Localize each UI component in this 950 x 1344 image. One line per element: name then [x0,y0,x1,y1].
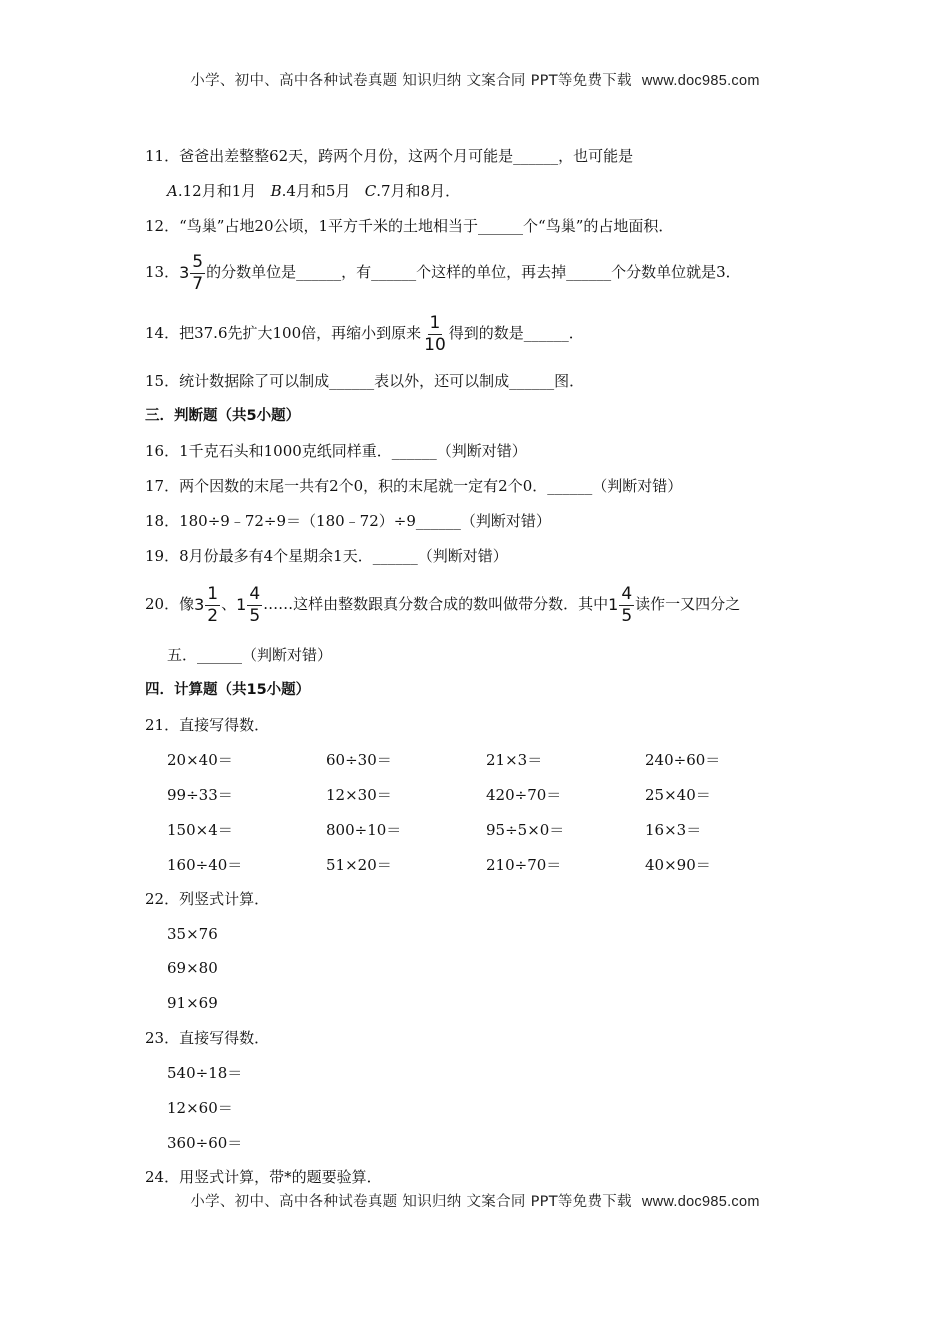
question-23 [145,1028,269,1048]
fraction-whole: 3 [179,263,190,282]
fraction-whole: 3 [194,595,205,614]
calc-item: 12×30＝ [326,786,392,804]
fraction-denominator: 2 [207,605,219,626]
fraction [247,583,262,626]
question-15 [145,371,584,391]
question-13 [145,252,741,292]
question-22-title: 22．列竖式计算． [145,890,270,908]
calc-item: 20×40＝ [167,751,233,769]
footer-url: www.doc985.com [641,1194,760,1210]
fraction-denominator: 5 [621,605,633,626]
question-13-prefix: 13． [145,263,180,281]
section-4-heading [145,680,310,700]
calc-item: 160÷40＝ [167,856,243,874]
question-14-prefix: 14．把37.6先扩大100倍，再缩小到原来 [145,324,422,342]
fraction-denominator: 7 [192,273,204,294]
question-22 [145,889,269,909]
question-17-text: 17．两个因数的末尾一共有2个0，积的末尾就一定有2个0．______（判断对错） [145,477,683,495]
calc-item: 35×76 [167,925,218,943]
question-16-text: 16．1千克石头和1000克纸同样重．______（判断对错） [145,442,527,460]
question-20-sep: 、 [221,595,237,613]
question-17 [145,476,682,496]
option-b-text: .4月和5月 [281,182,351,200]
question-23-title: 23．直接写得数． [145,1029,270,1047]
header-url: www.doc985.com [641,73,760,89]
fraction-whole: 1 [236,595,247,614]
calc-item: 21×3＝ [486,751,543,769]
question-20-mid: ……这样由整数跟真分数合成的数叫做带分数．其中 [263,595,609,613]
section-3-heading [145,406,300,426]
fraction [619,583,634,626]
calc-item: 240÷60＝ [645,751,721,769]
question-21 [145,715,269,735]
calc-item: 540÷18＝ [167,1064,243,1082]
fraction [205,583,220,626]
calc-item: 51×20＝ [326,856,392,874]
calc-item: 360÷60＝ [167,1134,243,1152]
option-a-letter: A [167,182,178,200]
question-20-line2 [167,645,332,665]
calc-item: 12×60＝ [167,1099,233,1117]
option-c-letter: C [364,182,377,200]
calc-item: 420÷70＝ [486,786,562,804]
fraction-numerator: 4 [621,583,633,604]
question-14 [145,313,584,353]
question-18 [145,511,551,531]
option-b-letter: B [270,182,282,200]
question-19 [145,546,508,566]
calc-item: 150×4＝ [167,821,233,839]
page-header [0,69,950,90]
calc-item: 99÷33＝ [167,786,233,804]
question-16 [145,441,527,461]
question-12-text: 12．“鸟巢”占地20公顷，1平方千米的土地相当于______个“鸟巢”的占地面积． [145,217,674,235]
header-text: 小学、初中、高中各种试卷真题 知识归纳 文案合同 PPT等免费下载 [190,73,632,89]
question-20-prefix: 20．像 [145,595,195,613]
question-11-text: 11．爸爸出差整整62天，跨两个月份，这两个月可能是______，也可能是 [145,147,634,165]
calc-item: 40×90＝ [645,856,711,874]
fraction-whole: 1 [608,595,619,614]
question-20-line2-text: 五．______（判断对错） [167,646,333,664]
fraction-denominator: 10 [424,334,446,355]
question-18-text: 18．180÷9﹣72÷9＝（180﹣72）÷9______（判断对错） [145,512,551,530]
calc-item: 16×3＝ [645,821,702,839]
section-4-title: 四．计算题（共15小题） [145,682,311,698]
question-12 [145,216,673,236]
calc-item: 95÷5×0＝ [486,821,565,839]
calc-item: 91×69 [167,994,218,1012]
fraction [190,251,205,294]
fraction-numerator: 1 [429,312,441,333]
calc-item: 69×80 [167,959,218,977]
question-19-text: 19．8月份最多有4个星期余1天．______（判断对错） [145,547,508,565]
question-14-suffix: 得到的数是______． [448,324,584,342]
question-20-suffix: 读作一又四分之 [635,595,741,613]
fraction-numerator: 5 [192,251,204,272]
question-24-title: 24．用竖式计算，带*的题要验算． [145,1168,382,1186]
question-11 [145,146,633,166]
fraction [422,312,448,355]
question-20 [145,583,740,625]
fraction-denominator: 5 [249,605,261,626]
calc-item: 800÷10＝ [326,821,402,839]
calc-item: 25×40＝ [645,786,711,804]
question-15-text: 15．统计数据除了可以制成______表以外，还可以制成______图． [145,372,585,390]
option-a-text: .12月和1月 [177,182,257,200]
fraction-numerator: 1 [207,583,219,604]
question-24 [145,1167,382,1187]
option-c-text: .7月和8月． [376,182,461,200]
page-footer [0,1190,950,1211]
question-11-options [167,181,460,201]
calc-item: 60÷30＝ [326,751,392,769]
section-3-title: 三．判断题（共5小题） [145,408,301,424]
question-13-suffix: 的分数单位是______，有______个这样的单位，再去掉______个分数单位就是3． [206,263,741,281]
question-21-title: 21．直接写得数． [145,716,270,734]
fraction-numerator: 4 [249,583,261,604]
footer-text: 小学、初中、高中各种试卷真题 知识归纳 文案合同 PPT等免费下载 [190,1194,632,1210]
calc-item: 210÷70＝ [486,856,562,874]
